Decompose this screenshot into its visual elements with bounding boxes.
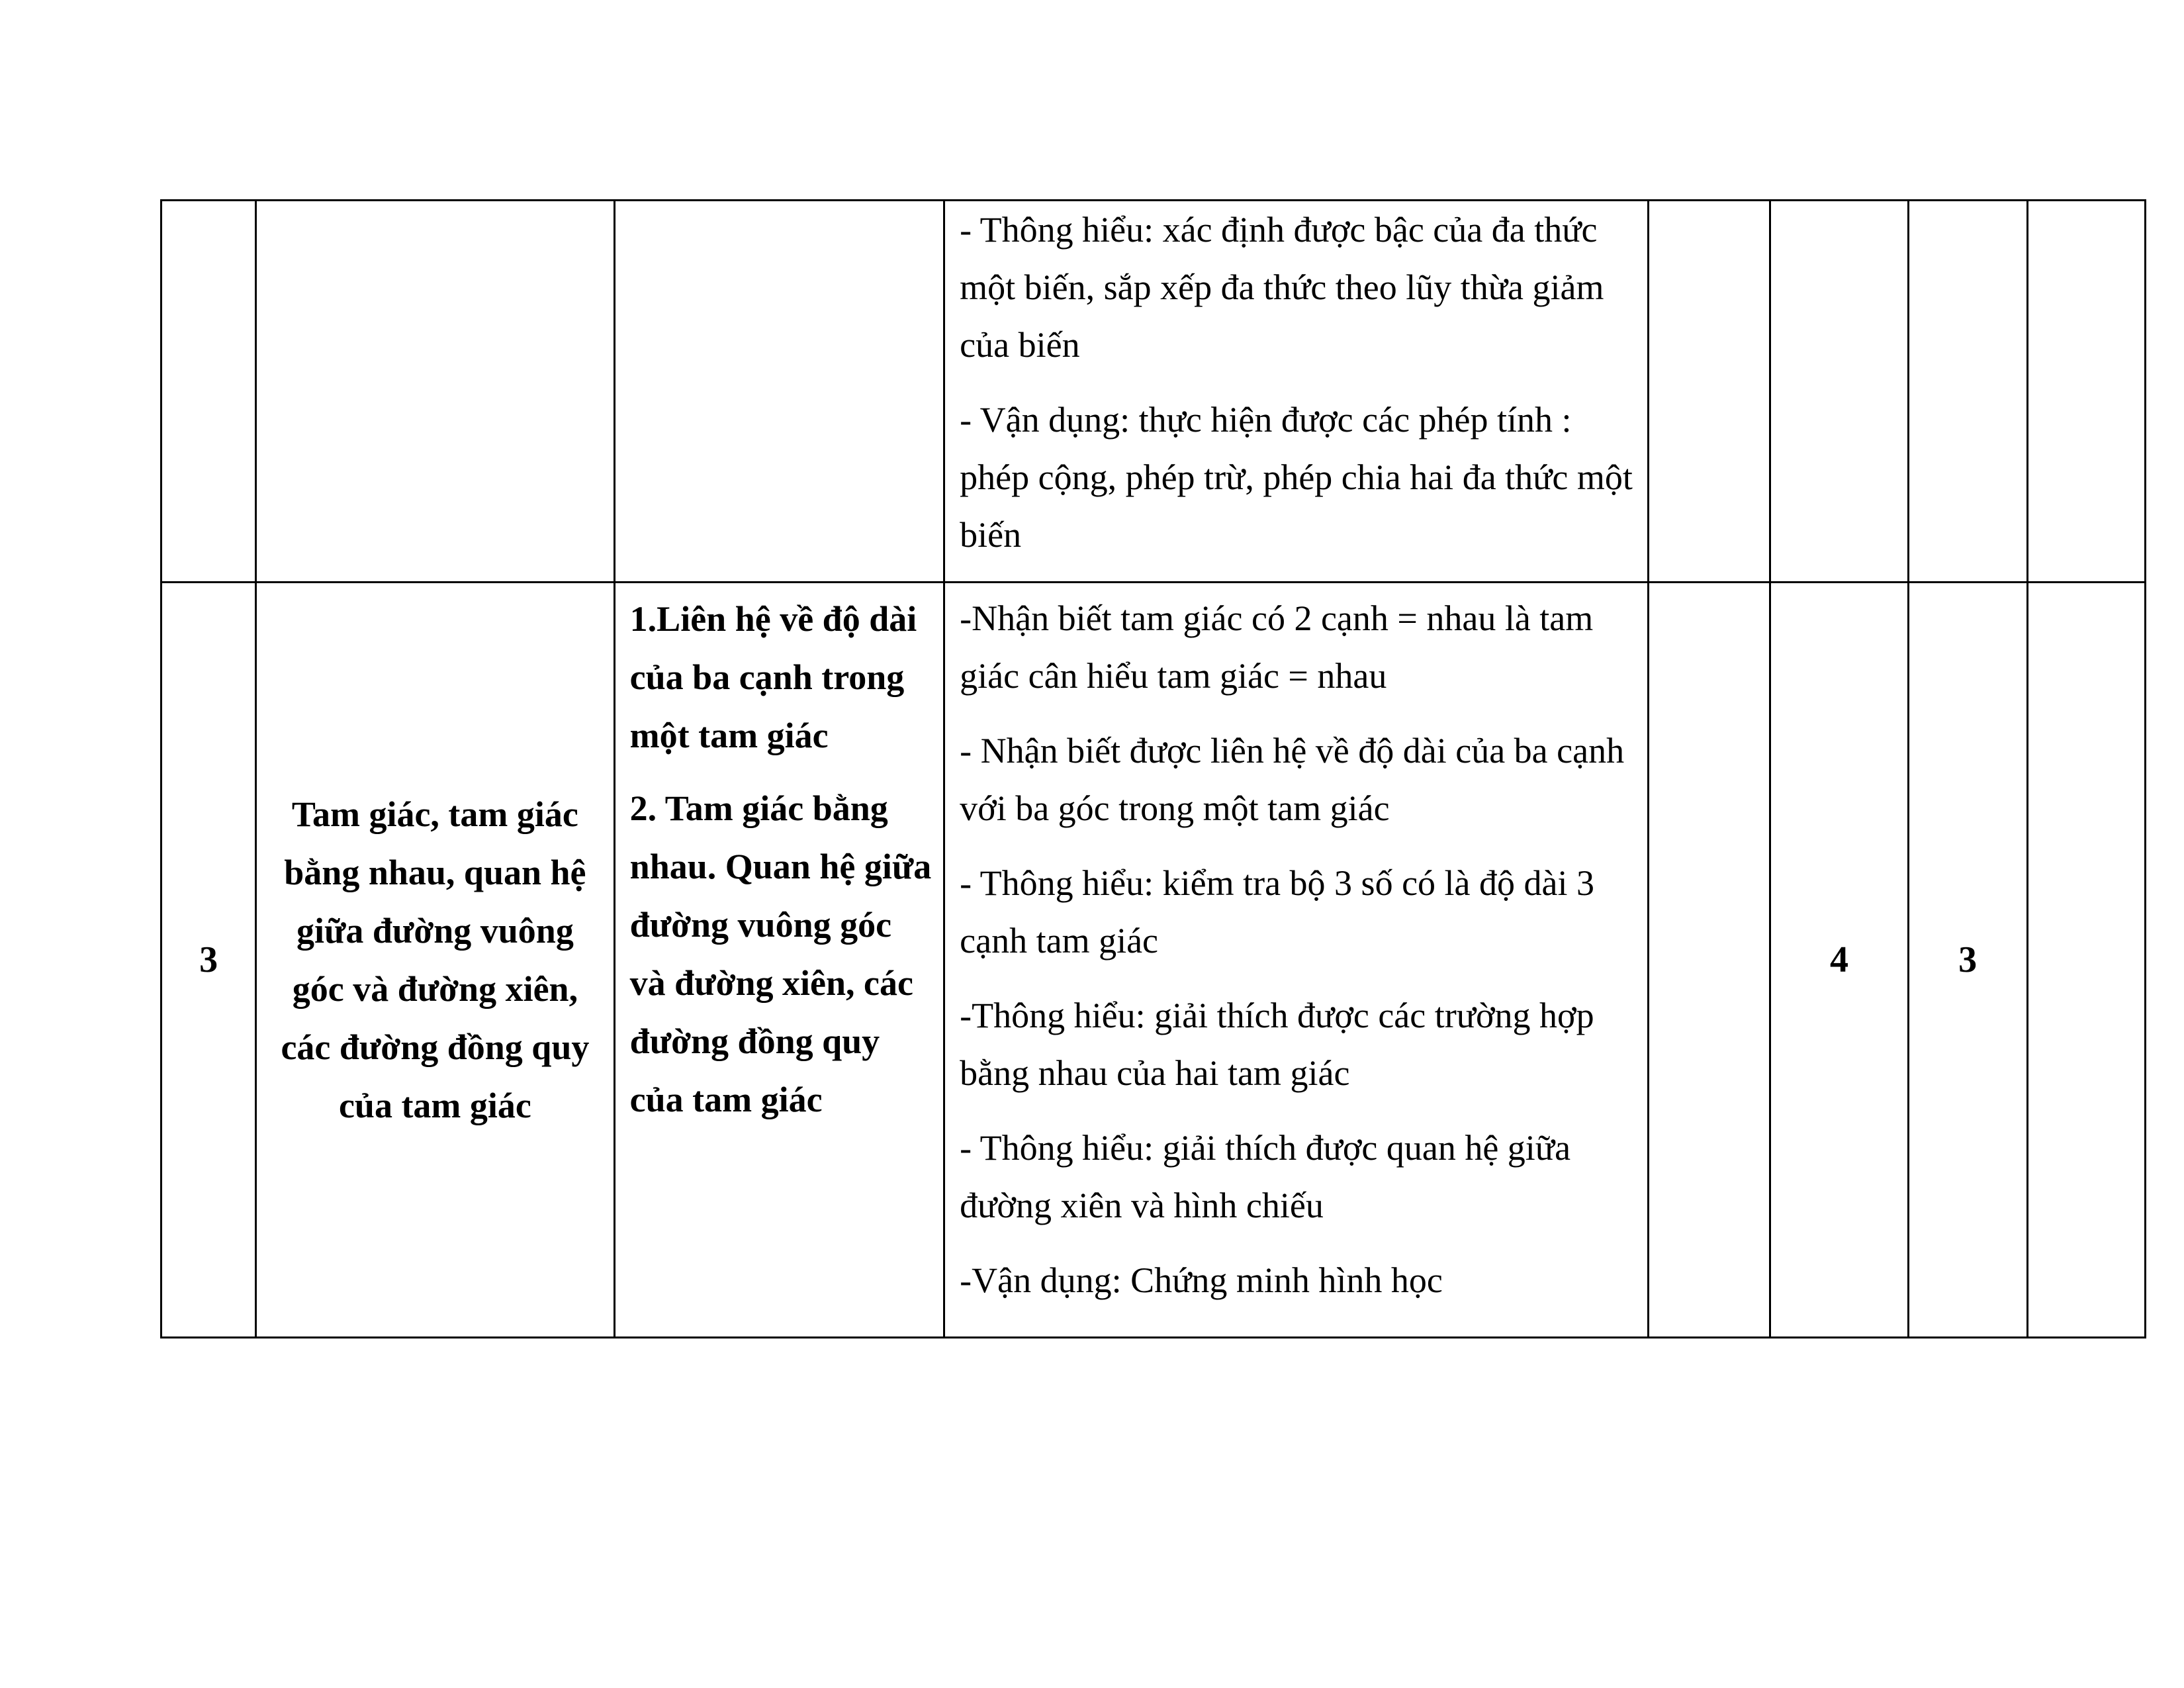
specification-table xyxy=(160,199,2146,1338)
topic-text: Tam giác, tam giác bằng nhau, quan hệ giữa đường vuông góc và đường xiên, các đường đồng quy của tam giác xyxy=(281,794,590,1125)
requirement-item: - Thông hiểu: giải thích được quan hệ giữa đường xiên và hình chiếu xyxy=(960,1128,1571,1225)
count-cell-d xyxy=(2027,201,2145,583)
requirement-item: -Vận dụng: Chứng minh hình học xyxy=(960,1260,1443,1300)
count-cell-a xyxy=(1649,583,1770,1338)
requirement-item: - Nhận biết được liên hệ về độ dài của ba cạnh với ba góc trong một tam giác xyxy=(960,731,1625,828)
count-cell-b xyxy=(1770,201,1908,583)
unit-item: 2. Tam giác bằng nhau. Quan hệ giữa đường vuông góc và đường xiên, các đường đồng quy của tam giác xyxy=(629,788,932,1119)
unit-cell xyxy=(614,201,944,583)
topic-cell xyxy=(256,583,615,1338)
row-number-cell xyxy=(161,201,256,583)
requirement-item: - Vận dụng: thực hiện được các phép tính : phép cộng, phép trừ, phép chia hai đa thức một biến xyxy=(960,400,1633,555)
unit-cell xyxy=(614,583,944,1338)
requirement-item: -Nhận biết tam giác có 2 cạnh = nhau là tam giác cân hiểu tam giác = nhau xyxy=(960,598,1594,696)
unit-item: 1.Liên hệ về độ dài của ba cạnh trong một tam giác xyxy=(629,599,917,755)
count-cell-d xyxy=(2027,583,2145,1338)
requirement-item: -Thông hiểu: giải thích được các trường hợp bằng nhau của hai tam giác xyxy=(960,996,1594,1093)
count-cell-b: 4 xyxy=(1770,583,1908,1338)
count-cell-a xyxy=(1649,201,1770,583)
requirements-cell xyxy=(944,201,1649,583)
row-number-cell: 3 xyxy=(161,583,256,1338)
requirement-item: - Thông hiểu: xác định được bậc của đa thức một biến, sắp xếp đa thức theo lũy thừa giảm của biến xyxy=(960,210,1604,365)
count-cell-c: 3 xyxy=(1908,583,2027,1338)
table-row xyxy=(161,583,2146,1338)
requirements-cell xyxy=(944,583,1649,1338)
table-row xyxy=(161,201,2146,583)
topic-cell xyxy=(256,201,615,583)
count-cell-c xyxy=(1908,201,2027,583)
requirement-item: - Thông hiểu: kiểm tra bộ 3 số có là độ dài 3 cạnh tam giác xyxy=(960,863,1594,961)
